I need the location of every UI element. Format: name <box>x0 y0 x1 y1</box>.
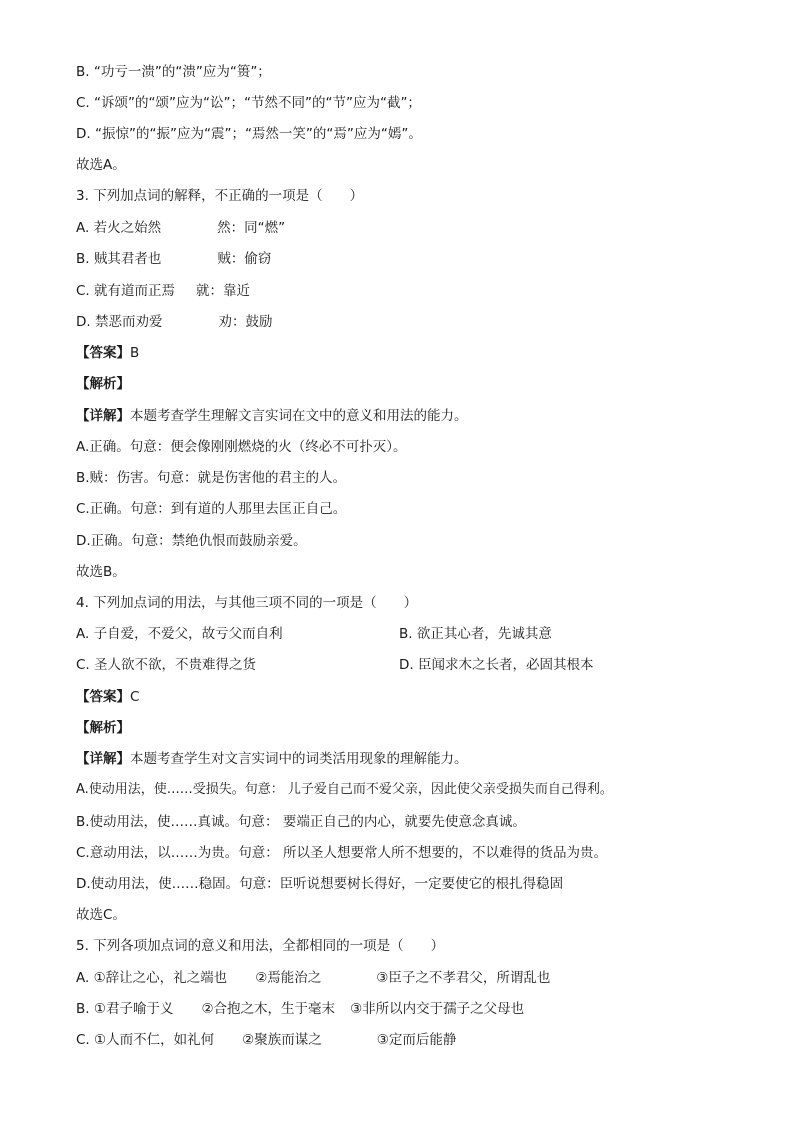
q4-explain-b: B.使动用法，使……真诚。句意： 要端正自己的内心，就要先使意念真诚。 <box>76 814 526 830</box>
detail-text: 本题考查学生理解文言实词在文中的意义和用法的能力。 <box>130 408 468 424</box>
q4-analysis-label: 【解析】 <box>76 720 130 736</box>
q4-explain-d: D.使动用法，使……稳固。句意：臣听说想要树长得好，一定要使它的根扎得稳固 <box>76 876 564 892</box>
q4-options-row-2 <box>76 655 716 675</box>
q5-option-b-part-3: ③非所以内交于孺子之父母也 <box>350 1001 525 1017</box>
q3-option-d-item: D. 禁恶而劝爱 <box>76 314 163 330</box>
q3-option-c-item: C. 就有道而正焉 <box>76 283 176 299</box>
q4-detail <box>76 749 468 769</box>
q3-analysis-label: 【解析】 <box>76 376 130 392</box>
q5-option-b-part-2: ②合抱之木，生于毫末 <box>201 1001 336 1017</box>
q3-option-d-gloss: 劝：鼓励 <box>218 314 273 330</box>
option-d-line: D. “振惊”的“振”应为“震”；“焉然一笑”的“焉”应为“嫣”。 <box>76 126 422 142</box>
detail-label: 【详解】 <box>76 751 130 767</box>
select-line: 故选A。 <box>76 157 126 173</box>
q4-option-c: C. 圣人欲不欲，不贵难得之货 <box>76 657 257 673</box>
q4-explain-a: A.使动用法，使……受损失。句意： 儿子爱自己而不爱父亲，因此使父亲受损失而自己得利。 <box>76 782 613 797</box>
q3-option-d <box>76 312 272 332</box>
q4-option-b: B. 欲正其心者，先诚其意 <box>399 626 552 642</box>
q5-option-a-part-1: A. ①辞让之心，礼之端也 <box>76 970 228 986</box>
q5-option-a-part-3: ③臣子之不孝君父，所谓乱也 <box>376 970 551 986</box>
q3-option-b <box>76 249 271 269</box>
q3-option-c <box>76 281 250 301</box>
q3-option-b-gloss: 贼：偷窃 <box>217 251 272 267</box>
q3-explain-d: D.正确。句意：禁绝仇恨而鼓励亲爱。 <box>76 533 307 549</box>
option-c-line: C. “诉颂”的“颂”应为“讼”；“节然不同”的“节”应为“截”； <box>76 95 421 111</box>
q5-option-c <box>76 1030 456 1050</box>
q3-answer <box>76 343 139 363</box>
question-4-stem: 4. 下列加点词的用法，与其他三项不同的一项是（ ） <box>76 595 418 611</box>
detail-label: 【详解】 <box>76 408 130 424</box>
q5-option-b <box>76 999 524 1019</box>
q4-options-row-1 <box>76 624 716 644</box>
question-3-stem: 3. 下列加点词的解释，不正确的一项是（ ） <box>76 188 364 204</box>
answer-value: C <box>130 689 140 705</box>
q4-explain-c: C.意动用法，以……为贵。句意： 所以圣人想要常人所不想要的，不以难得的货品为贵。 <box>76 845 608 861</box>
question-5-stem: 5. 下列各项加点词的意义和用法，全都相同的一项是（ ） <box>76 938 445 954</box>
q5-option-b-part-1: B. ①君子喻于义 <box>76 1001 174 1017</box>
q3-detail <box>76 406 468 426</box>
q3-option-a <box>76 218 285 238</box>
answer-value: B <box>130 345 140 361</box>
q3-explain-a: A.正确。句意：便会像刚刚燃烧的火（终必不可扑灭）。 <box>76 439 407 455</box>
option-b-line: B. “功亏一溃”的“溃”应为“篑”； <box>76 64 271 80</box>
q4-answer <box>76 687 139 707</box>
answer-label: 【答案】 <box>76 345 130 361</box>
q3-explain-b: B.贼：伤害。句意：就是伤害他的君主的人。 <box>76 470 347 486</box>
q4-select: 故选C。 <box>76 907 126 923</box>
q4-option-a: A. 子自爱，不爱父，故亏父而自利 <box>76 626 283 642</box>
q3-option-b-item: B. 贼其君者也 <box>76 251 162 267</box>
q5-option-c-part-3: ③定而后能静 <box>376 1032 457 1048</box>
q5-option-a-part-2: ②焉能治之 <box>255 970 322 986</box>
q3-select: 故选B。 <box>76 564 126 580</box>
q4-option-d: D. 臣闻求木之长者，必固其根本 <box>399 657 594 673</box>
q3-option-a-gloss: 然：同“燃” <box>217 220 286 236</box>
q5-option-c-part-2: ②聚族而谋之 <box>242 1032 322 1048</box>
q3-option-a-item: A. 若火之始然 <box>76 220 162 236</box>
q5-option-c-part-1: C. ①人而不仁，如礼何 <box>76 1032 215 1048</box>
answer-label: 【答案】 <box>76 689 130 705</box>
q3-explain-c: C.正确。句意：到有道的人那里去匡正自己。 <box>76 501 347 517</box>
q5-option-a <box>76 968 550 988</box>
q3-option-c-gloss: 就：靠近 <box>196 283 251 299</box>
detail-text: 本题考查学生对文言实词中的词类活用现象的理解能力。 <box>130 751 468 767</box>
